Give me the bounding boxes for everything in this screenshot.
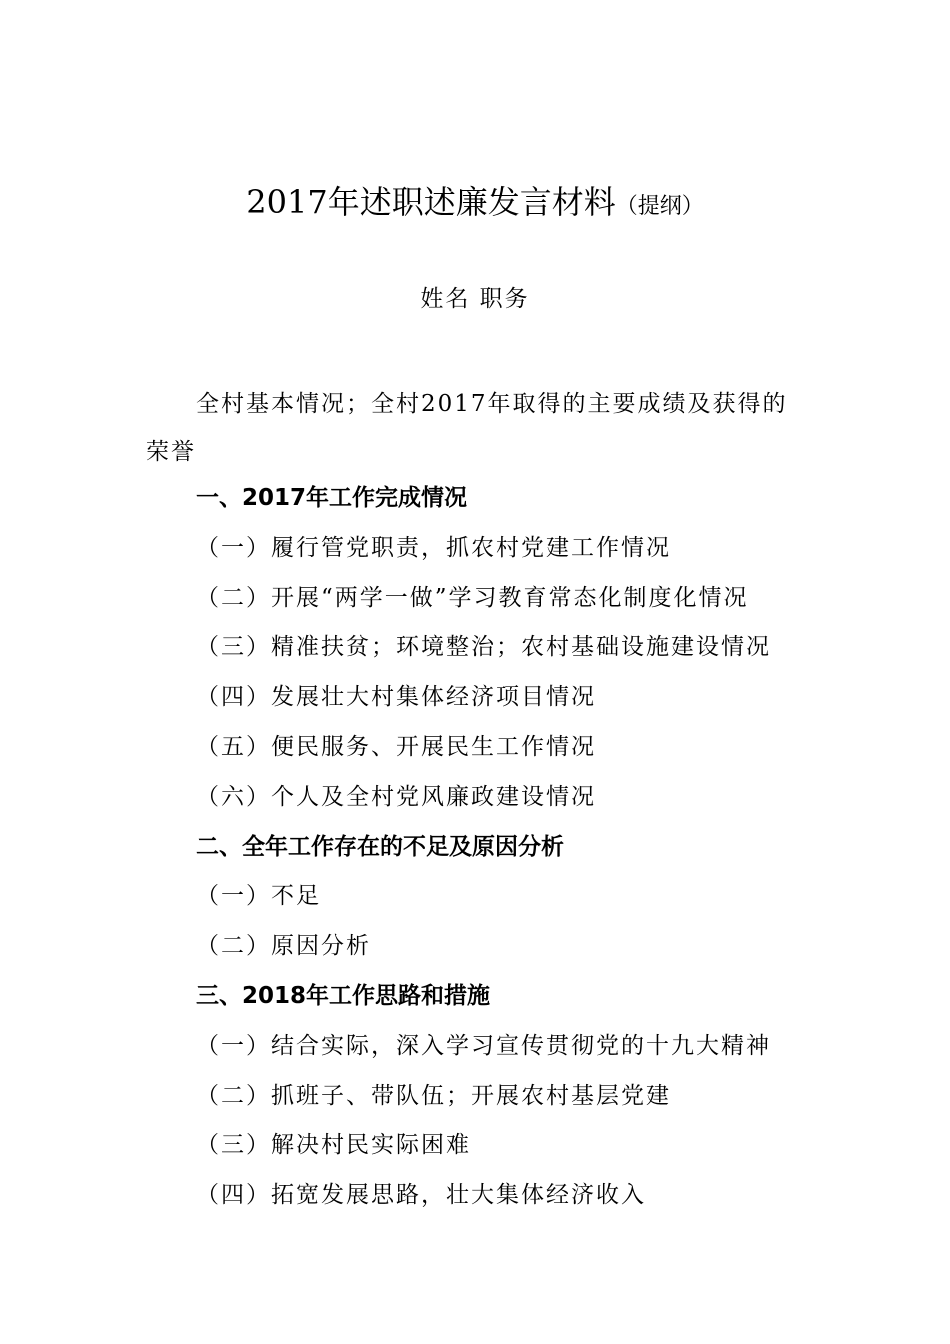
- outline-item: （三）解决村民实际困难: [196, 1132, 471, 1159]
- outline-item: （五）便民服务、开展民生工作情况: [196, 733, 596, 760]
- author-line: 姓名 职务: [420, 286, 530, 312]
- intro-paragraph: [146, 380, 816, 476]
- document-title-suffix: （提纲）: [615, 194, 704, 219]
- outline-item: （一）结合实际，深入学习宣传贯彻党的十九大精神: [196, 1032, 771, 1059]
- outline-item: （一）不足: [196, 883, 321, 910]
- document-title: [0, 180, 950, 229]
- outline-item: （三）精准扶贫；环境整治；农村基础设施建设情况: [196, 634, 771, 661]
- section-heading: 二、全年工作存在的不足及原因分析: [196, 833, 564, 860]
- outline-item: （二）开展“两学一做”学习教育常态化制度化情况: [196, 584, 749, 611]
- intro-line-2: 荣誉: [146, 439, 196, 465]
- outline-item: （二）原因分析: [196, 933, 371, 960]
- section-heading: 一、2017年工作完成情况: [196, 485, 468, 511]
- section-heading: 三、2018年工作思路和措施: [196, 982, 491, 1009]
- outline-item: （六）个人及全村党风廉政建设情况: [196, 783, 596, 810]
- outline-item: （四）发展壮大村集体经济项目情况: [196, 684, 596, 711]
- outline-item: （二）抓班子、带队伍；开展农村基层党建: [196, 1082, 671, 1109]
- outline-item: （四）拓宽发展思路，壮大集体经济收入: [196, 1182, 646, 1209]
- document-title-main: 2017年述职述廉发言材料: [246, 183, 616, 221]
- outline-list: [196, 474, 836, 1221]
- outline-item: （一）履行管党职责，抓农村党建工作情况: [196, 534, 671, 561]
- intro-line-1: 全村基本情况；全村2017年取得的主要成绩及获得的: [196, 391, 788, 417]
